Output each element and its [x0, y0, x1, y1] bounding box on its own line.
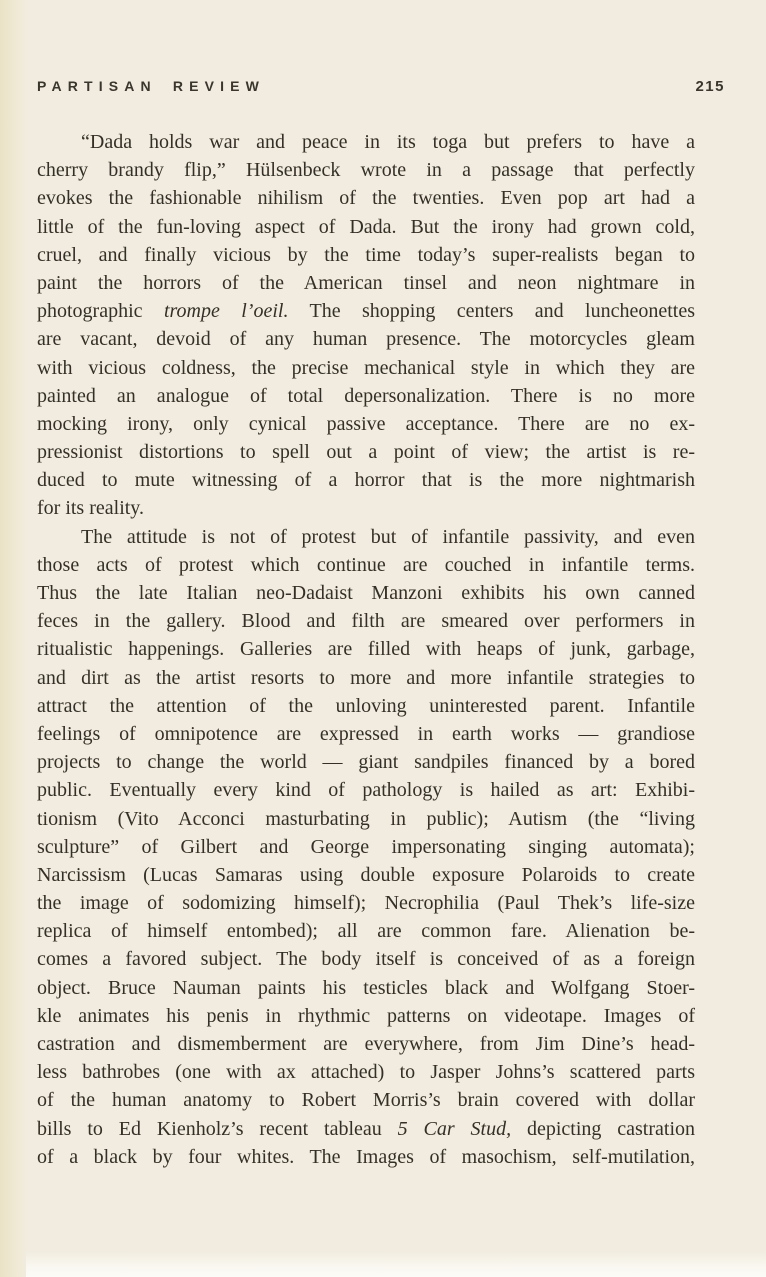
text-line	[37, 156, 695, 184]
paragraph	[37, 128, 695, 523]
paragraph	[37, 523, 695, 1171]
text-segment: evokes the fashionable nihilism of the twenties. Even pop art had a	[37, 187, 695, 210]
italic-text: trompe l’oeil.	[163, 300, 289, 323]
text-line	[37, 494, 695, 522]
text-line	[37, 945, 695, 973]
journal-title: PARTISAN REVIEW	[37, 78, 266, 94]
scan-bottom-band	[26, 1251, 766, 1277]
text-line	[37, 184, 695, 212]
text-line	[37, 297, 695, 325]
text-segment: less bathrobes (one with ax attached) to Jasper Johns’s scattered parts	[37, 1061, 695, 1084]
text-segment: cherry brandy flip,” Hülsenbeck wrote in a passage that perfectly	[37, 159, 695, 182]
text-segment: mocking irony, only cynical passive acceptance. There are no ex-	[37, 412, 695, 435]
text-segment: painted an analogue of total depersonalization. There is no more	[37, 384, 695, 407]
text-line	[37, 917, 695, 945]
text-segment: bills to Ed Kienholz’s recent tableau	[37, 1117, 398, 1140]
text-segment: feelings of omnipotence are expressed in earth works — grandiose	[37, 722, 695, 745]
text-line	[37, 551, 695, 579]
text-segment: castration and dismemberment are everywhere, from Jim Dine’s head-	[37, 1033, 695, 1055]
text-line	[37, 974, 695, 1002]
text-line	[37, 213, 695, 241]
text-line	[37, 466, 695, 494]
text-line	[37, 1115, 695, 1143]
text-line	[37, 635, 695, 663]
text-segment: paint the horrors of the American tinsel and neon nightmare in	[37, 271, 695, 294]
text-segment: object. Bruce Nauman paints his testicles black and Wolfgang Stoer-	[37, 976, 695, 999]
text-segment: the image of sodomizing himself); Necrophilia (Paul Thek’s life-size	[37, 892, 695, 915]
italic-text: 5 Car Stud,	[397, 1117, 512, 1140]
text-segment: projects to change the world — giant sandpiles financed by a bored	[37, 751, 695, 774]
text-segment: depicting castration	[511, 1117, 695, 1140]
text-line	[37, 1030, 695, 1058]
text-line	[37, 128, 695, 156]
text-segment: sculpture” of Gilbert and George impersonating singing automata);	[37, 835, 695, 858]
text-segment: duced to mute witnessing of a horror that is the more nightmarish	[37, 469, 695, 492]
text-line	[37, 523, 695, 551]
text-line	[37, 438, 695, 466]
text-line	[37, 241, 695, 269]
text-segment: those acts of protest which continue are couched in infantile terms.	[37, 553, 695, 576]
text-segment: of the human anatomy to Robert Morris’s brain covered with dollar	[37, 1089, 695, 1112]
page-number: 215	[695, 78, 725, 95]
text-line	[37, 692, 695, 720]
text-segment: and dirt as the artist resorts to more and more infantile strategies to	[37, 666, 695, 689]
text-line	[37, 805, 695, 833]
text-segment: photographic	[37, 300, 164, 323]
text-segment: cruel, and finally vicious by the time today’s super-realists began to	[37, 243, 695, 266]
running-header	[37, 78, 725, 95]
text-line	[37, 1086, 695, 1114]
text-segment: feces in the gallery. Blood and filth are smeared over performers in	[37, 610, 695, 633]
page-body	[37, 128, 695, 1171]
text-line	[37, 354, 695, 382]
text-segment: The attitude is not of protest but of infantile passivity, and even	[81, 525, 695, 548]
text-line	[37, 1002, 695, 1030]
text-segment: ritualistic happenings. Galleries are filled with heaps of junk, garbage,	[37, 638, 695, 661]
text-line	[37, 748, 695, 776]
text-segment: little of the fun-loving aspect of Dada. But the irony had grown cold,	[37, 215, 695, 238]
text-segment: tionism (Vito Acconci masturbating in public); Autism (the “living	[37, 807, 695, 830]
scan-gutter-shadow	[0, 0, 28, 1277]
text-line	[37, 607, 695, 635]
text-segment: are vacant, devoid of any human presence. The motorcycles gleam	[37, 328, 695, 351]
text-segment: pressionist distortions to spell out a point of view; the artist is re-	[37, 441, 695, 464]
text-line	[37, 776, 695, 804]
text-line	[37, 269, 695, 297]
text-line	[37, 410, 695, 438]
text-line	[37, 833, 695, 861]
text-segment: attract the attention of the unloving uninterested parent. Infantile	[37, 694, 695, 717]
text-segment: public. Eventually every kind of pathology is hailed as art: Exhibi-	[37, 779, 695, 802]
text-segment: Thus the late Italian neo-Dadaist Manzoni exhibits his own canned	[37, 582, 695, 604]
text-segment: kle animates his penis in rhythmic patterns on videotape. Images of	[37, 1004, 695, 1027]
text-segment: of a black by four whites. The Images of masochism, self-mutilation,	[37, 1145, 695, 1168]
text-segment: comes a favored subject. The body itself is conceived of as a foreign	[37, 948, 695, 971]
text-segment: Narcissism (Lucas Samaras using double exposure Polaroids to create	[37, 863, 695, 886]
text-line	[37, 1143, 695, 1171]
text-segment: The shopping centers and luncheonettes	[288, 300, 695, 323]
text-line	[37, 382, 695, 410]
text-line	[37, 889, 695, 917]
text-line	[37, 1058, 695, 1086]
text-line	[37, 325, 695, 353]
text-segment: for its reality.	[37, 497, 145, 520]
text-line	[37, 861, 695, 889]
text-line	[37, 579, 695, 607]
text-line	[37, 720, 695, 748]
text-segment: “Dada holds war and peace in its toga but prefers to have a	[81, 131, 695, 153]
text-line	[37, 664, 695, 692]
text-segment: with vicious coldness, the precise mechanical style in which they are	[37, 356, 695, 379]
text-segment: replica of himself entombed); all are common fare. Alienation be-	[37, 920, 695, 943]
